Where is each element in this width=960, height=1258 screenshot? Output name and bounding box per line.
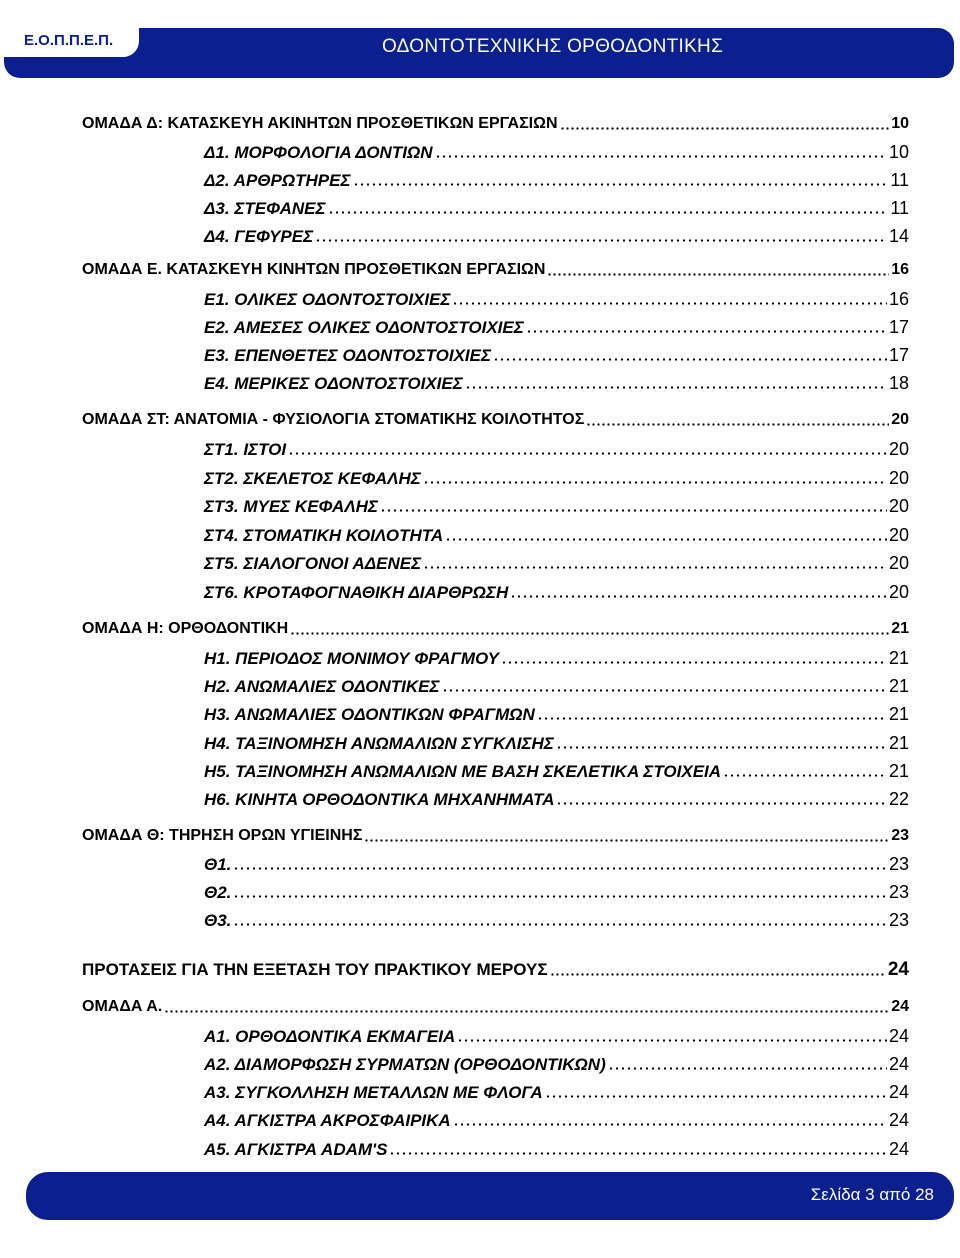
toc-entry-label: Η5. ΤΑΞΙΝΟΜΗΣΗ ΑΝΩΜΑΛΙΩΝ ΜΕ ΒΑΣΗ ΣΚΕΛΕΤΙΚΑ ΣΤΟΙΧΕΙΑ — [204, 762, 722, 781]
toc-entry-page: 21 — [891, 620, 909, 637]
toc-entry-label: ΟΜΑΔΑ Η: ΟΡΘΟΔΟΝΤΙΚΗ — [82, 620, 289, 637]
toc-entry[interactable] — [204, 287, 909, 311]
toc-leader-dots — [315, 235, 887, 242]
toc-entry-page: 17 — [888, 317, 909, 337]
toc-entry-label: ΣΤ2. ΣΚΕΛΕΤΟΣ ΚΕΦΑΛΗΣ — [204, 469, 421, 488]
toc-entry-label: Α4. ΑΓΚΙΣΤΡΑ ΑΚΡΟΣΦΑΙΡΙΚΑ — [204, 1111, 451, 1130]
toc-entry[interactable] — [204, 224, 909, 248]
toc-entry[interactable] — [204, 1024, 909, 1048]
toc-entry[interactable] — [204, 140, 909, 164]
toc-entry[interactable] — [204, 880, 909, 904]
toc-entry[interactable] — [204, 551, 909, 575]
toc-leader-dots — [452, 298, 886, 305]
toc-leader-dots — [560, 123, 890, 130]
toc-entry-label: Η6. ΚΙΝΗΤΑ ΟΡΘΟΔΟΝΤΙΚΑ ΜΗΧΑΝΗΜΑΤΑ — [204, 790, 555, 809]
toc-entry[interactable] — [204, 731, 909, 755]
toc-entry[interactable] — [204, 1080, 909, 1104]
toc-entry[interactable] — [204, 646, 909, 670]
toc-leader-dots — [501, 657, 887, 664]
header-title: ΟΔΟΝΤΟΤΕΧΝΙΚΗΣ ΟΡΘΟΔΟΝΤΙΚΗΣ — [382, 36, 724, 57]
toc-leader-dots — [442, 685, 887, 692]
toc-leader-dots — [545, 1091, 887, 1098]
toc-entry-page: 21 — [888, 761, 909, 781]
toc-entry-page: 11 — [890, 198, 909, 218]
toc-entry-page: 18 — [888, 373, 909, 393]
toc-entry[interactable] — [204, 1052, 909, 1076]
toc-entry-page: 10 — [891, 115, 909, 132]
toc-entry[interactable] — [204, 371, 909, 395]
toc-entry-page: 16 — [891, 261, 909, 278]
toc-entry-label: ΟΜΑΔΑ Α. — [82, 998, 163, 1015]
toc-leader-dots — [550, 969, 886, 976]
toc-entry-label: Η2. ΑΝΩΜΑΛΙΕΣ ΟΔΟΝΤΙΚΕΣ — [204, 677, 440, 696]
toc-leader-dots — [328, 207, 889, 214]
toc-entry-page: 24 — [888, 1082, 909, 1102]
toc-entry-label: Ε1. ΟΛΙΚΕΣ ΟΔΟΝΤΟΣΤΟΙΧΙΕΣ — [204, 290, 451, 309]
toc-entry[interactable] — [204, 852, 909, 876]
toc-entry-label: Δ1. ΜΟΡΦΟΛΟΓΙΑ ΔΟΝΤΙΩΝ — [204, 143, 433, 162]
toc-entry[interactable] — [82, 995, 909, 1019]
toc-entry-label: Δ3. ΣΤΕΦΑΝΕΣ — [204, 199, 326, 218]
toc-entry[interactable] — [204, 168, 909, 192]
toc-leader-dots — [445, 534, 887, 541]
toc-entry[interactable] — [204, 466, 909, 490]
toc-entry[interactable] — [204, 580, 909, 604]
toc-entry[interactable] — [204, 759, 909, 783]
toc-entry-label: ΣΤ3. ΜΥΕΣ ΚΕΦΑΛΗΣ — [204, 497, 378, 516]
toc-leader-dots — [537, 713, 887, 720]
toc-entry[interactable] — [204, 343, 909, 367]
toc-entry[interactable] — [204, 674, 909, 698]
toc-entry-label: ΠΡΟΤΑΣΕΙΣ ΓΙΑ ΤΗΝ ΕΞΕΤΑΣΗ ΤΟΥ ΠΡΑΚΤΙΚΟΥ ΜΕΡΟΥΣ — [82, 960, 548, 979]
toc-entry-label: Η1. ΠΕΡΙΟΔΟΣ ΜΟΝΙΜΟΥ ΦΡΑΓΜΟΥ — [204, 649, 499, 668]
toc-leader-dots — [353, 179, 889, 186]
toc-entry-label: Δ2. ΑΡΘΡΩΤΗΡΕΣ — [204, 171, 351, 190]
toc-leader-dots — [457, 1035, 887, 1042]
toc-entry-label: Α2. ΔΙΑΜΟΡΦΩΣΗ ΣΥΡΜΑΤΩΝ (ΟΡΘΟΔΟΝΤΙΚΩΝ) — [204, 1055, 606, 1074]
toc-entry[interactable] — [204, 1108, 909, 1132]
toc-entry-label: Η3. ΑΝΩΜΑΛΙΕΣ ΟΔΟΝΤΙΚΩΝ ΦΡΑΓΜΩΝ — [204, 705, 535, 724]
toc-entry[interactable] — [204, 702, 909, 726]
toc-entry-label: Η4. ΤΑΞΙΝΟΜΗΣΗ ΑΝΩΜΑΛΙΩΝ ΣΥΓΚΛΙΣΗΣ — [204, 734, 554, 753]
toc-entry-label: Θ2. — [204, 883, 232, 902]
toc-entry[interactable] — [204, 523, 909, 547]
toc-entry-page: 21 — [888, 676, 909, 696]
toc-entry-label: Ε2. ΑΜΕΣΕΣ ΟΛΙΚΕΣ ΟΔΟΝΤΟΣΤΟΙΧΙΕΣ — [204, 318, 524, 337]
toc-leader-dots — [233, 891, 887, 898]
toc-entry-page: 20 — [888, 553, 909, 573]
toc-entry-label: Ε4. ΜΕΡΙΚΕΣ ΟΔΟΝΤΟΣΤΟΙΧΙΕΣ — [204, 374, 463, 393]
toc-leader-dots — [586, 419, 889, 426]
toc-leader-dots — [547, 269, 889, 276]
toc-entry-page: 24 — [887, 959, 909, 980]
toc-entry-page: 23 — [888, 882, 909, 902]
header-org: Ε.Ο.Π.Π.Ε.Π. — [4, 28, 139, 57]
toc-entry-page: 24 — [888, 1110, 909, 1130]
toc-leader-dots — [290, 628, 889, 635]
toc-entry-label: Δ4. ΓΕΦΥΡΕΣ — [204, 227, 314, 246]
toc-entry-page: 11 — [890, 170, 909, 190]
toc-entry-label: Α3. ΣΥΓΚΟΛΛΗΣΗ ΜΕΤΑΛΛΩΝ ΜΕ ΦΛΟΓΑ — [204, 1083, 543, 1102]
toc-entry-label: ΟΜΑΔΑ Δ: ΚΑΤΑΣΚΕΥΗ ΑΚΙΝΗΤΩΝ ΠΡΟΣΘΕΤΙΚΩΝ ΕΡΓΑΣΙΩΝ — [82, 115, 558, 132]
toc-entry-page: 20 — [888, 468, 909, 488]
toc-entry-page: 22 — [888, 789, 909, 809]
toc-entry-label: ΟΜΑΔΑ Θ: ΤΗΡΗΣΗ ΟΡΩΝ ΥΓΙΕΙΝΗΣ — [82, 827, 363, 844]
toc-entry-page: 20 — [888, 439, 909, 459]
toc-entry[interactable] — [204, 315, 909, 339]
toc-entry-page: 20 — [888, 496, 909, 516]
toc-entry-page: 24 — [888, 1026, 909, 1046]
toc-entry[interactable] — [82, 258, 909, 282]
toc-entry-page: 24 — [891, 998, 909, 1015]
page-number: Σελίδα 3 από 28 — [810, 1185, 934, 1204]
toc-leader-dots — [453, 1119, 887, 1126]
toc-leader-dots — [380, 505, 887, 512]
toc-leader-dots — [608, 1063, 887, 1070]
toc-entry-page: 20 — [888, 525, 909, 545]
toc-entry[interactable] — [204, 494, 909, 518]
toc-entry-label: ΟΜΑΔΑ ΣΤ: ΑΝΑΤΟΜΙΑ - ΦΥΣΙΟΛΟΓΙΑ ΣΤΟΜΑΤΙΚΗΣ ΚΟΙΛΟΤΗΤΟΣ — [82, 411, 585, 428]
toc-leader-dots — [465, 382, 887, 389]
toc-leader-dots — [526, 326, 887, 333]
toc-entry[interactable] — [82, 617, 909, 641]
toc-entry[interactable] — [82, 408, 909, 432]
toc-entry-label: Α1. ΟΡΘΟΔΟΝΤΙΚΑ ΕΚΜΑΓΕΙΑ — [204, 1027, 456, 1046]
toc-entry-label: Ε3. ΕΠΕΝΘΕΤΕΣ ΟΔΟΝΤΟΣΤΟΙΧΙΕΣ — [204, 346, 492, 365]
toc-entry-page: 17 — [888, 345, 909, 365]
toc-entry-page: 16 — [888, 289, 909, 309]
toc-entry-page: 21 — [888, 733, 909, 753]
toc-entry-page: 21 — [888, 648, 909, 668]
toc-leader-dots — [435, 151, 887, 158]
toc-entry-page: 10 — [888, 142, 909, 162]
toc-entry[interactable] — [204, 196, 909, 220]
toc-entry-page: 21 — [888, 704, 909, 724]
toc-leader-dots — [556, 742, 887, 749]
toc-leader-dots — [556, 798, 887, 805]
toc-leader-dots — [233, 863, 887, 870]
toc-leader-dots — [510, 591, 887, 598]
toc-entry-label: ΣΤ5. ΣΙΑΛΟΓΟΝΟΙ ΑΔΕΝΕΣ — [204, 554, 422, 573]
toc-entry-label: ΣΤ1. ΙΣΤΟΙ — [204, 440, 287, 459]
toc-leader-dots — [423, 562, 887, 569]
toc-entry-page: 23 — [891, 827, 909, 844]
toc-entry[interactable] — [82, 824, 909, 848]
toc-leader-dots — [364, 835, 889, 842]
toc-leader-dots — [423, 477, 887, 484]
toc-entry[interactable] — [204, 1137, 909, 1161]
toc-entry-page: 23 — [888, 910, 909, 930]
toc-entry-page: 20 — [891, 411, 909, 428]
toc-entry-page: 20 — [888, 582, 909, 602]
toc-entry-page: 24 — [888, 1139, 909, 1159]
toc-entry[interactable] — [204, 908, 909, 932]
toc-leader-dots — [723, 770, 887, 777]
toc-leader-dots — [389, 1148, 887, 1155]
toc-entry-label: ΟΜΑΔΑ Ε. ΚΑΤΑΣΚΕΥΗ ΚΙΝΗΤΩΝ ΠΡΟΣΘΕΤΙΚΩΝ ΕΡΓΑΣΙΩΝ — [82, 261, 546, 278]
toc-entry[interactable] — [82, 112, 909, 136]
toc-entry-page: 14 — [888, 226, 909, 246]
toc-leader-dots — [164, 1006, 889, 1013]
toc-entry[interactable] — [204, 437, 909, 461]
toc-entry[interactable] — [204, 787, 909, 811]
toc-entry-page: 23 — [888, 854, 909, 874]
toc-entry[interactable] — [82, 958, 909, 982]
toc-entry-page: 24 — [888, 1054, 909, 1074]
toc-entry-label: Α5. ΑΓΚΙΣΤΡΑ ADAM'S — [204, 1140, 388, 1159]
toc-entry-label: Θ3. — [204, 911, 232, 930]
toc-entry-label: Θ1. — [204, 855, 232, 874]
toc-leader-dots — [233, 919, 887, 926]
toc-leader-dots — [288, 448, 887, 455]
toc-entry-label: ΣΤ6. ΚΡΟΤΑΦΟΓΝΑΘΙΚΗ ΔΙΑΡΘΡΩΣΗ — [204, 583, 509, 602]
footer-bar — [26, 1172, 954, 1220]
toc-entry-label: ΣΤ4. ΣΤΟΜΑΤΙΚΗ ΚΟΙΛΟΤΗΤΑ — [204, 526, 444, 545]
toc-leader-dots — [493, 354, 887, 361]
